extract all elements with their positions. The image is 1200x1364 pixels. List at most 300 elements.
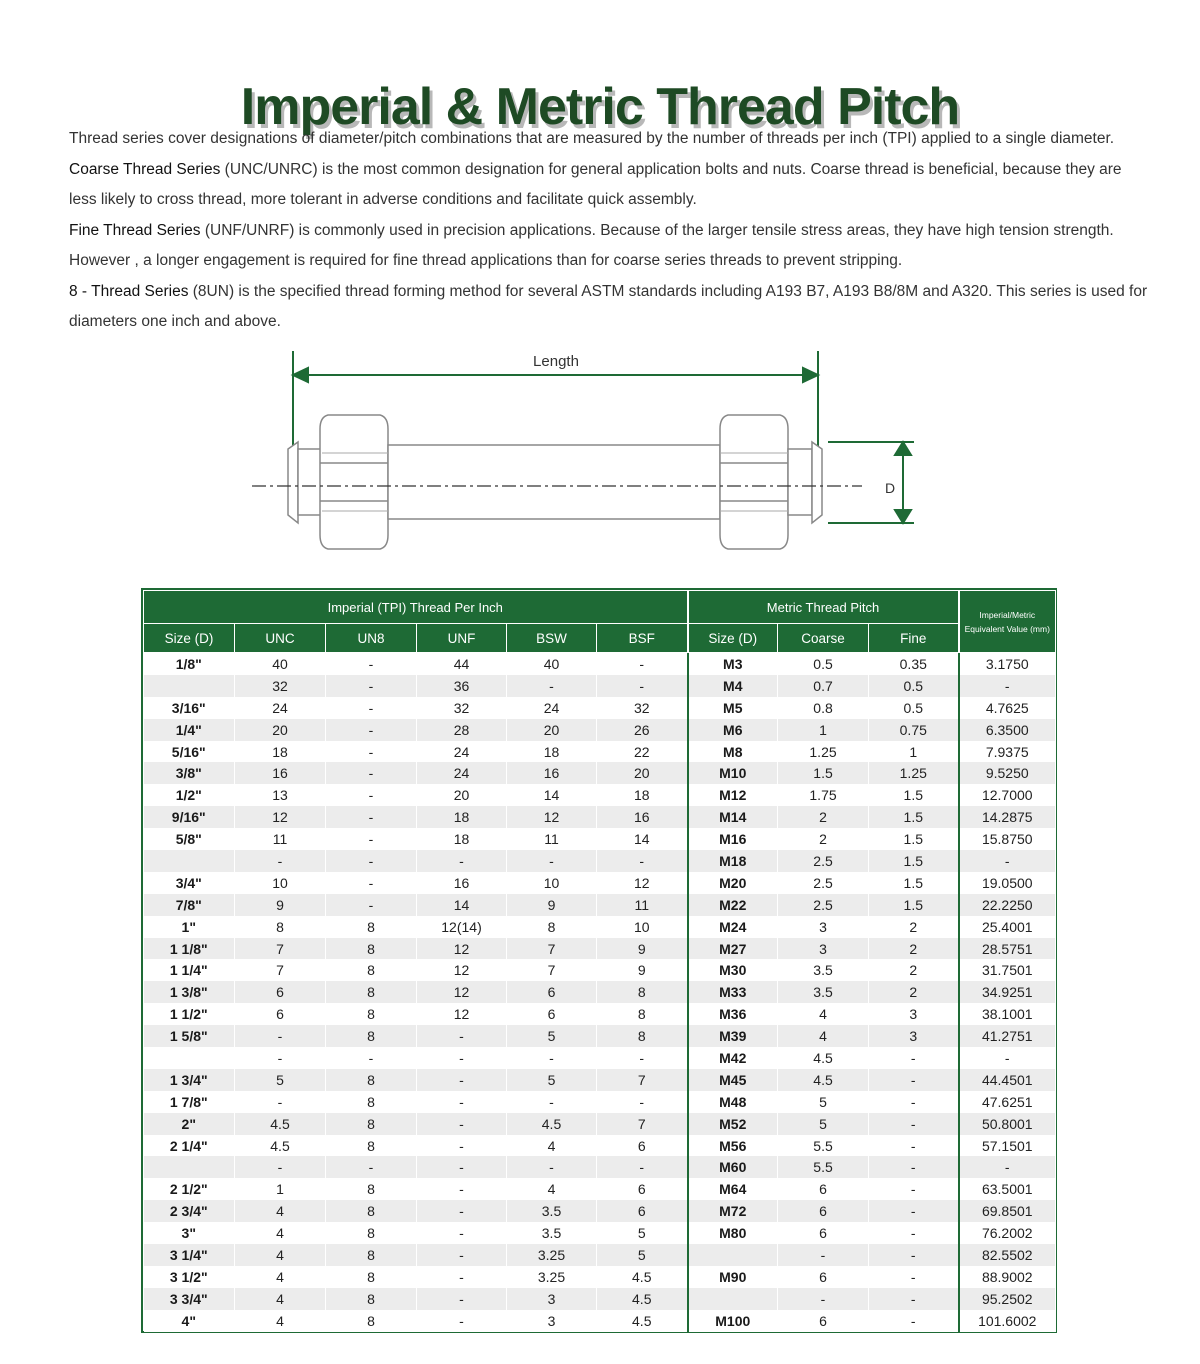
table-cell: 57.1501 xyxy=(959,1135,1056,1157)
table-cell: M72 xyxy=(688,1200,778,1222)
metric-group-header: Metric Thread Pitch xyxy=(688,591,959,624)
table-cell: 18 xyxy=(597,784,688,806)
table-cell: 69.8501 xyxy=(959,1200,1056,1222)
table-cell: 3" xyxy=(144,1222,235,1244)
table-cell: - xyxy=(597,1091,688,1113)
fine-label: Fine Thread Series xyxy=(69,221,201,239)
table-cell xyxy=(144,675,235,697)
table-cell: 6 xyxy=(597,1135,688,1157)
nut-right xyxy=(720,415,788,549)
table-cell: - xyxy=(326,741,417,763)
table-cell: 24 xyxy=(417,762,507,784)
bolt-end-right xyxy=(812,442,822,523)
table-cell: - xyxy=(597,675,688,697)
table-cell: 1.5 xyxy=(869,894,959,916)
table-cell: 8 xyxy=(326,1135,417,1157)
table-cell: 22 xyxy=(597,741,688,763)
table-cell: M52 xyxy=(688,1113,778,1135)
table-cell: 3 3/4" xyxy=(144,1288,235,1310)
table-cell: 31.7501 xyxy=(959,959,1056,981)
table-cell: M22 xyxy=(688,894,778,916)
table-cell: 3 xyxy=(507,1310,597,1332)
table-cell: - xyxy=(326,828,417,850)
table-cell: 10 xyxy=(597,916,688,938)
table-cell: 1 xyxy=(778,719,869,741)
table-cell xyxy=(688,1244,778,1266)
d-arrow-top xyxy=(895,442,911,455)
table-cell: 44.4501 xyxy=(959,1069,1056,1091)
table-cell: 16 xyxy=(507,762,597,784)
table-cell: 44 xyxy=(417,653,507,675)
table-row xyxy=(144,675,1056,697)
table-cell: 26 xyxy=(597,719,688,741)
table-row xyxy=(144,1222,1056,1244)
table-cell: 1 3/8" xyxy=(144,981,235,1003)
table-cell: 5 xyxy=(778,1113,869,1135)
table-cell: - xyxy=(417,1244,507,1266)
thread-left xyxy=(298,449,322,515)
table-cell: 25.4001 xyxy=(959,916,1056,938)
table-cell: - xyxy=(326,762,417,784)
table-row xyxy=(144,653,1056,675)
table-cell: M39 xyxy=(688,1025,778,1047)
table-cell: - xyxy=(417,1310,507,1332)
nut-left xyxy=(320,415,388,549)
table-cell: 6 xyxy=(778,1266,869,1288)
stud-bolt-diagram xyxy=(230,345,930,565)
table-cell: M45 xyxy=(688,1069,778,1091)
table-cell: - xyxy=(326,697,417,719)
table-row xyxy=(144,916,1056,938)
table-cell: 20 xyxy=(597,762,688,784)
table-cell: 3 xyxy=(869,1003,959,1025)
table-cell: - xyxy=(869,1156,959,1178)
table-cell: - xyxy=(235,1025,326,1047)
table-cell: M33 xyxy=(688,981,778,1003)
table-cell: 8 xyxy=(326,1025,417,1047)
table-cell: 5/8" xyxy=(144,828,235,850)
table-cell: - xyxy=(326,872,417,894)
table-cell: 2 xyxy=(869,938,959,960)
table-cell: 3.5 xyxy=(507,1222,597,1244)
table-cell: 12 xyxy=(417,938,507,960)
table-cell: 7 xyxy=(507,959,597,981)
column-header: Fine xyxy=(869,624,959,653)
table-cell: 4.5 xyxy=(597,1288,688,1310)
table-cell: 3 xyxy=(778,916,869,938)
table-cell: 101.6002 xyxy=(959,1310,1056,1332)
table-cell: 47.6251 xyxy=(959,1091,1056,1113)
table-cell: 9 xyxy=(507,894,597,916)
table-cell: - xyxy=(235,1047,326,1069)
table-row xyxy=(144,1003,1056,1025)
table-cell: - xyxy=(326,806,417,828)
table-cell: 34.9251 xyxy=(959,981,1056,1003)
table-cell xyxy=(144,1156,235,1178)
table-cell: 3.5 xyxy=(778,981,869,1003)
eight-label: 8 - Thread Series xyxy=(69,282,189,300)
table-cell: - xyxy=(326,784,417,806)
table-row xyxy=(144,828,1056,850)
table-cell: 1.5 xyxy=(778,762,869,784)
coarse-label: Coarse Thread Series xyxy=(69,160,221,178)
table-row xyxy=(144,1266,1056,1288)
table-cell: - xyxy=(959,675,1056,697)
table-cell: 8 xyxy=(326,1266,417,1288)
table-cell: 9 xyxy=(597,938,688,960)
table-cell: - xyxy=(597,850,688,872)
table-row xyxy=(144,1047,1056,1069)
table-row xyxy=(144,697,1056,719)
table-cell: - xyxy=(326,1047,417,1069)
table-cell: 1 7/8" xyxy=(144,1091,235,1113)
table-cell: 82.5502 xyxy=(959,1244,1056,1266)
table-row xyxy=(144,850,1056,872)
table-cell: M42 xyxy=(688,1047,778,1069)
table-cell: M6 xyxy=(688,719,778,741)
imperial-group-header: Imperial (TPI) Thread Per Inch xyxy=(144,591,688,624)
table-cell: 63.5001 xyxy=(959,1178,1056,1200)
table-cell: 9.5250 xyxy=(959,762,1056,784)
table-cell: - xyxy=(597,653,688,675)
table-cell: 12 xyxy=(417,1003,507,1025)
table-cell: - xyxy=(417,1200,507,1222)
table-cell: 1/2" xyxy=(144,784,235,806)
table-cell: 1.5 xyxy=(869,784,959,806)
table-cell: 5.5 xyxy=(778,1135,869,1157)
table-cell: 4 xyxy=(507,1178,597,1200)
length-arrow-left xyxy=(293,368,308,382)
fine-text: (UNF/UNRF) is commonly used in precision applications. Because of the larger tensile stress areas, they have high tension strength. However , a longer engagement is required for fine thread applications than for coarse series threads to prevent stripping. xyxy=(69,221,1114,269)
table-cell: M18 xyxy=(688,850,778,872)
table-cell: 2 1/2" xyxy=(144,1178,235,1200)
table-cell: - xyxy=(959,850,1056,872)
table-row xyxy=(144,1113,1056,1135)
column-header: Size (D) xyxy=(688,624,778,653)
table-cell: - xyxy=(417,1091,507,1113)
table-cell: 1" xyxy=(144,916,235,938)
table-cell: 1.5 xyxy=(869,806,959,828)
table-cell: 3/8" xyxy=(144,762,235,784)
table-cell: 4 xyxy=(778,1003,869,1025)
intro-text xyxy=(69,124,1149,338)
table-row xyxy=(144,1069,1056,1091)
column-header: UN8 xyxy=(326,624,417,653)
table-cell: 3.5 xyxy=(507,1200,597,1222)
table-row xyxy=(144,981,1056,1003)
table-cell: 4 xyxy=(235,1222,326,1244)
table-cell: 19.0500 xyxy=(959,872,1056,894)
table-cell: 6 xyxy=(778,1222,869,1244)
table-cell: 5 xyxy=(507,1025,597,1047)
table-row xyxy=(144,1200,1056,1222)
table-cell: 8 xyxy=(326,1091,417,1113)
table-cell: 12 xyxy=(417,981,507,1003)
table-cell: 6 xyxy=(507,1003,597,1025)
table-cell: 0.5 xyxy=(869,697,959,719)
table-cell: 24 xyxy=(507,697,597,719)
table-cell: - xyxy=(235,850,326,872)
table-row xyxy=(144,894,1056,916)
table-cell: - xyxy=(417,1266,507,1288)
table-cell: - xyxy=(326,1156,417,1178)
table-cell: - xyxy=(417,1222,507,1244)
table-cell: - xyxy=(417,1288,507,1310)
table-row xyxy=(144,1156,1056,1178)
table-cell: 3.1750 xyxy=(959,653,1056,675)
table-cell: 4 xyxy=(235,1310,326,1332)
table-cell: 8 xyxy=(235,916,326,938)
table-cell: 1 xyxy=(869,741,959,763)
bolt-shank xyxy=(388,445,720,519)
table-cell: 6 xyxy=(507,981,597,1003)
table-cell: 4 xyxy=(235,1288,326,1310)
table-cell: - xyxy=(869,1288,959,1310)
table-cell: 11 xyxy=(235,828,326,850)
table-cell: 1 1/4" xyxy=(144,959,235,981)
table-cell: M56 xyxy=(688,1135,778,1157)
table-cell: 5 xyxy=(235,1069,326,1091)
table-cell: 6 xyxy=(597,1178,688,1200)
table-cell: 6 xyxy=(778,1310,869,1332)
table-cell: - xyxy=(507,850,597,872)
column-header: UNC xyxy=(235,624,326,653)
table-cell: 5 xyxy=(597,1244,688,1266)
table-cell: 16 xyxy=(417,872,507,894)
table-cell: 1.25 xyxy=(869,762,959,784)
table-cell: 2.5 xyxy=(778,872,869,894)
table-row xyxy=(144,959,1056,981)
table-cell: 7/8" xyxy=(144,894,235,916)
column-header: Size (D) xyxy=(144,624,235,653)
table-cell: 2.5 xyxy=(778,894,869,916)
table-cell: - xyxy=(597,1047,688,1069)
table-cell: - xyxy=(869,1091,959,1113)
table-cell: - xyxy=(326,850,417,872)
table-cell: M14 xyxy=(688,806,778,828)
table-cell: 18 xyxy=(507,741,597,763)
table-cell: 6 xyxy=(235,981,326,1003)
table-cell: 1 3/4" xyxy=(144,1069,235,1091)
table-row xyxy=(144,1244,1056,1266)
table-cell: 1/8" xyxy=(144,653,235,675)
table-cell: 18 xyxy=(417,806,507,828)
table-cell: 1.5 xyxy=(869,872,959,894)
table-cell: 8 xyxy=(326,916,417,938)
table-cell: 4 xyxy=(778,1025,869,1047)
table-cell: 3.25 xyxy=(507,1244,597,1266)
table-row xyxy=(144,741,1056,763)
table-cell: - xyxy=(507,1156,597,1178)
table-cell xyxy=(144,1047,235,1069)
table-cell: - xyxy=(417,1069,507,1091)
table-cell: - xyxy=(869,1244,959,1266)
table-cell: - xyxy=(869,1222,959,1244)
table-cell: 24 xyxy=(417,741,507,763)
table-cell: 32 xyxy=(235,675,326,697)
table-cell: 12 xyxy=(235,806,326,828)
table-cell: 88.9002 xyxy=(959,1266,1056,1288)
table-cell: 11 xyxy=(597,894,688,916)
table-cell: 22.2250 xyxy=(959,894,1056,916)
table-cell: 18 xyxy=(235,741,326,763)
table-cell: 76.2002 xyxy=(959,1222,1056,1244)
d-arrow-bottom xyxy=(895,510,911,523)
table-cell: 11 xyxy=(507,828,597,850)
column-header: Coarse xyxy=(778,624,869,653)
length-arrow-right xyxy=(803,368,818,382)
table-cell: M24 xyxy=(688,916,778,938)
table-cell: 2 1/4" xyxy=(144,1135,235,1157)
table-cell: 18 xyxy=(417,828,507,850)
table-cell: 8 xyxy=(326,1288,417,1310)
table-row xyxy=(144,1178,1056,1200)
table-cell: 1 5/8" xyxy=(144,1025,235,1047)
table-cell: 15.8750 xyxy=(959,828,1056,850)
table-cell: 20 xyxy=(235,719,326,741)
table-cell: 12 xyxy=(417,959,507,981)
table-cell: 0.7 xyxy=(778,675,869,697)
table-cell: 6 xyxy=(235,1003,326,1025)
table-row xyxy=(144,719,1056,741)
table-cell: 7 xyxy=(597,1113,688,1135)
table-cell: 0.8 xyxy=(778,697,869,719)
table-row xyxy=(144,1135,1056,1157)
table-cell: 4 xyxy=(507,1135,597,1157)
table-cell: - xyxy=(597,1156,688,1178)
table-cell: 4.5 xyxy=(778,1047,869,1069)
table-cell: 12(14) xyxy=(417,916,507,938)
table-cell: 5 xyxy=(778,1091,869,1113)
table-cell: - xyxy=(869,1113,959,1135)
table-cell: M90 xyxy=(688,1266,778,1288)
table-cell: 95.2502 xyxy=(959,1288,1056,1310)
table-cell: M16 xyxy=(688,828,778,850)
table-cell: - xyxy=(417,1113,507,1135)
table-cell: M4 xyxy=(688,675,778,697)
table-cell: 2 xyxy=(778,828,869,850)
table-cell: 8 xyxy=(326,1178,417,1200)
table-cell: 8 xyxy=(326,1244,417,1266)
table-cell: - xyxy=(417,1025,507,1047)
table-cell: - xyxy=(417,1156,507,1178)
table-cell: 8 xyxy=(597,981,688,1003)
table-cell: - xyxy=(417,850,507,872)
table-cell: 6.3500 xyxy=(959,719,1056,741)
bolt-end-left xyxy=(288,442,298,523)
table-cell: 8 xyxy=(326,938,417,960)
table-cell: 8 xyxy=(507,916,597,938)
eight-paragraph xyxy=(69,277,1149,338)
table-cell: 50.8001 xyxy=(959,1113,1056,1135)
table-cell: 4.5 xyxy=(597,1266,688,1288)
table-cell: - xyxy=(869,1069,959,1091)
table-cell: 10 xyxy=(507,872,597,894)
table-cell: M27 xyxy=(688,938,778,960)
table-cell: - xyxy=(959,1156,1056,1178)
table-cell: 4.7625 xyxy=(959,697,1056,719)
table-cell: - xyxy=(869,1178,959,1200)
column-header: BSF xyxy=(597,624,688,653)
table-cell: 1.75 xyxy=(778,784,869,806)
table-cell: 14 xyxy=(507,784,597,806)
table-cell: 5.5 xyxy=(778,1156,869,1178)
table-cell: - xyxy=(507,1091,597,1113)
table-cell: 6 xyxy=(597,1200,688,1222)
table-cell: 1 1/2" xyxy=(144,1003,235,1025)
table-cell: 4.5 xyxy=(778,1069,869,1091)
table-cell: 32 xyxy=(417,697,507,719)
table-cell: 20 xyxy=(417,784,507,806)
table-cell: M36 xyxy=(688,1003,778,1025)
table-cell: 4 xyxy=(235,1266,326,1288)
table-cell: 6 xyxy=(778,1178,869,1200)
table-cell: - xyxy=(869,1200,959,1222)
table-cell: 3 1/4" xyxy=(144,1244,235,1266)
table-cell: 3 1/2" xyxy=(144,1266,235,1288)
table-cell: 1.5 xyxy=(869,828,959,850)
table-cell: M10 xyxy=(688,762,778,784)
table-cell: 0.75 xyxy=(869,719,959,741)
table-cell: 13 xyxy=(235,784,326,806)
table-cell: 1.5 xyxy=(869,850,959,872)
table-cell: M48 xyxy=(688,1091,778,1113)
table-cell: 5 xyxy=(597,1222,688,1244)
eight-text: (8UN) is the specified thread forming method for several ASTM standards including A193 B7, A193 B8/8M and A320. This series is used for diameters one inch and above. xyxy=(69,282,1148,330)
table-cell: 2 3/4" xyxy=(144,1200,235,1222)
table-cell: 41.2751 xyxy=(959,1025,1056,1047)
thread-pitch-table xyxy=(141,588,1057,1333)
table-cell: 2" xyxy=(144,1113,235,1135)
table-cell: 7.9375 xyxy=(959,741,1056,763)
table-cell: 3/4" xyxy=(144,872,235,894)
table-cell: 9 xyxy=(235,894,326,916)
table-cell: 12.7000 xyxy=(959,784,1056,806)
table-cell: 5 xyxy=(507,1069,597,1091)
table-cell xyxy=(144,850,235,872)
table-cell: 2 xyxy=(869,959,959,981)
d-label: D xyxy=(884,480,896,496)
table-cell: M100 xyxy=(688,1310,778,1332)
table-cell: M60 xyxy=(688,1156,778,1178)
table-cell: 3 xyxy=(778,938,869,960)
thread-right xyxy=(788,449,812,515)
table-cell xyxy=(688,1288,778,1310)
table-cell: M8 xyxy=(688,741,778,763)
table-row xyxy=(144,1310,1056,1332)
table-cell: 24 xyxy=(235,697,326,719)
table-cell: 8 xyxy=(326,959,417,981)
table-cell: - xyxy=(507,675,597,697)
table-cell: - xyxy=(959,1047,1056,1069)
table-cell: 16 xyxy=(597,806,688,828)
table-cell: - xyxy=(869,1266,959,1288)
table-row xyxy=(144,762,1056,784)
table-cell: - xyxy=(235,1156,326,1178)
table-cell: 0.5 xyxy=(869,675,959,697)
table-cell: 38.1001 xyxy=(959,1003,1056,1025)
table-cell: 4.5 xyxy=(235,1113,326,1135)
table-cell: 3.25 xyxy=(507,1266,597,1288)
table-cell: 8 xyxy=(326,1069,417,1091)
table-cell: - xyxy=(507,1047,597,1069)
table-cell: - xyxy=(417,1047,507,1069)
table-cell: 4" xyxy=(144,1310,235,1332)
table-cell: 7 xyxy=(235,938,326,960)
table-cell: 2.5 xyxy=(778,850,869,872)
page-title: Imperial & Metric Thread Pitch xyxy=(240,77,960,136)
table-cell: 7 xyxy=(597,1069,688,1091)
